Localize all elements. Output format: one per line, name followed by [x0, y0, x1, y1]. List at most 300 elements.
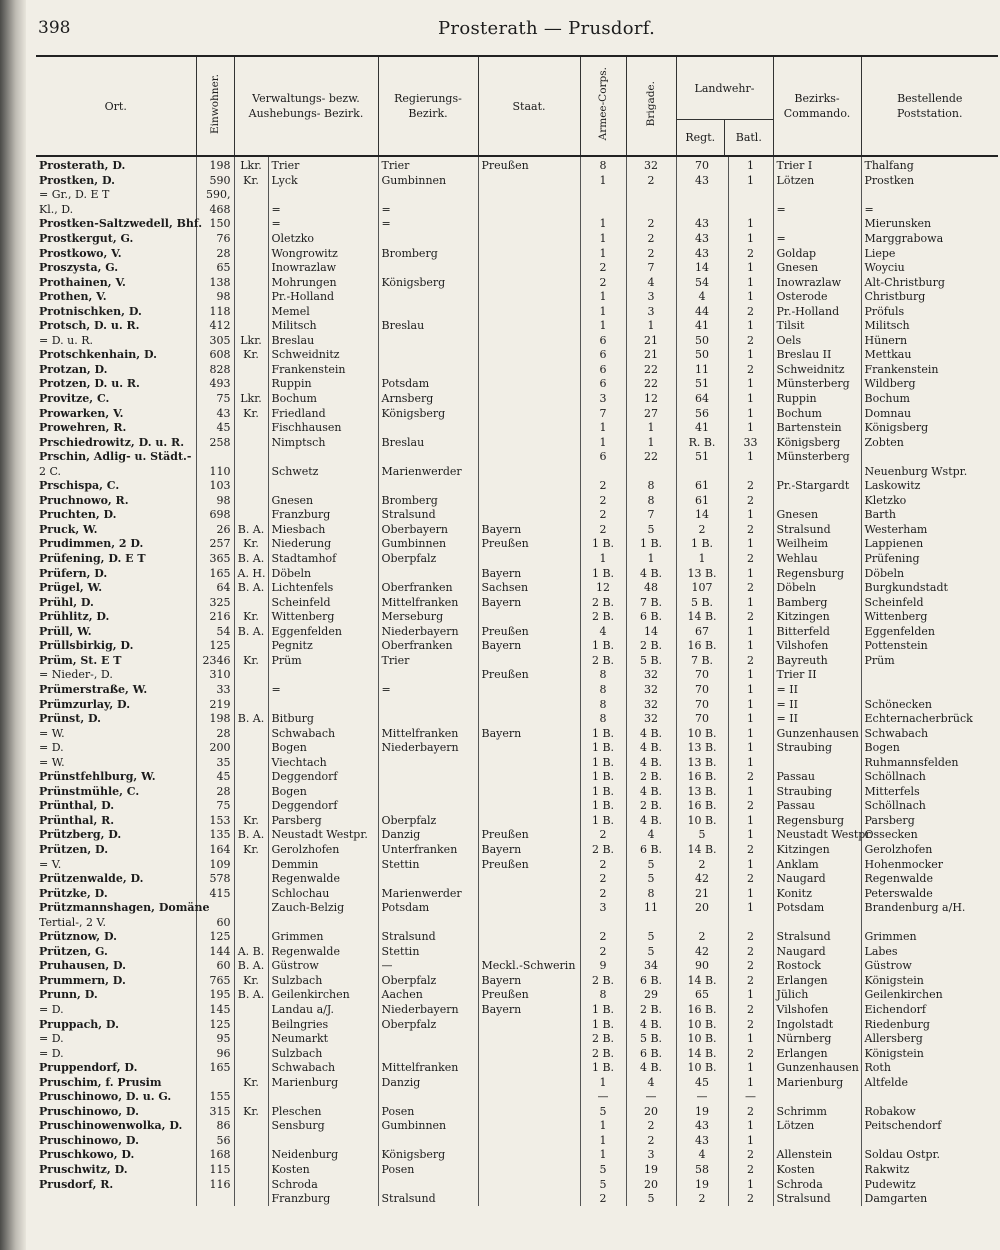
cell-bezirkscommando: Schroda	[773, 1177, 861, 1192]
cell-brigade: 1 B.	[626, 537, 676, 552]
cell-ort: Protzan, D.	[39, 362, 108, 376]
cell-bezirkscommando: Naugard	[773, 872, 861, 887]
cell-landwehr-regt: 70	[676, 712, 728, 727]
cell-regierungsbezirk: Gumbinnen	[378, 537, 478, 552]
cell-verwaltung-kreis: Breslau	[268, 334, 378, 349]
cell-brigade: 7 B.	[626, 595, 676, 610]
cell-landwehr-batl: 2	[728, 304, 773, 319]
cell-einwohner: 144	[196, 945, 234, 960]
cell-landwehr-regt: 45	[676, 1075, 728, 1090]
cell-staat	[478, 435, 580, 450]
cell-ort: Prschispa, C.	[39, 479, 120, 493]
cell-armee-corps: 1	[580, 174, 626, 189]
cell-landwehr-batl: 2	[728, 1148, 773, 1163]
cell-ort: 2 C.	[39, 464, 62, 478]
cell-ort: = D.	[39, 1032, 64, 1046]
cell-regierungsbezirk: Oberbayern	[378, 523, 478, 538]
cell-verwaltung-art	[234, 1163, 268, 1178]
cell-landwehr-batl: 2	[728, 959, 773, 974]
cell-verwaltung-kreis: Döbeln	[268, 566, 378, 581]
cell-bezirkscommando: Oels	[773, 334, 861, 349]
cell-einwohner: 590,	[196, 188, 234, 203]
cell-armee-corps: 8	[580, 988, 626, 1003]
cell-poststation: Christburg	[861, 290, 998, 305]
cell-brigade: 4 B.	[626, 741, 676, 756]
cell-verwaltung-kreis: Geilenkirchen	[268, 988, 378, 1003]
cell-staat	[478, 508, 580, 523]
cell-verwaltung-kreis: Demmin	[268, 857, 378, 872]
cell-bezirkscommando: Anklam	[773, 857, 861, 872]
cell-poststation: Laskowitz	[861, 479, 998, 494]
cell-verwaltung-art: B. A.	[234, 712, 268, 727]
table-row	[36, 610, 998, 625]
cell-ort: Pruschkowo, D.	[39, 1148, 135, 1162]
cell-poststation: Robakow	[861, 1105, 998, 1120]
cell-brigade: 2	[626, 1119, 676, 1134]
cell-armee-corps: 8	[580, 712, 626, 727]
cell-landwehr-batl: 2	[728, 363, 773, 378]
cell-bezirkscommando: Jülich	[773, 988, 861, 1003]
cell-armee-corps: 8	[580, 668, 626, 683]
table-row	[36, 537, 998, 552]
cell-einwohner: 135	[196, 828, 234, 843]
cell-landwehr-regt: 2	[676, 857, 728, 872]
cell-brigade: 4 B.	[626, 566, 676, 581]
cell-armee-corps: 1 B.	[580, 1003, 626, 1018]
cell-ort: Pruschinowenwolka, D.	[39, 1119, 183, 1133]
table-row	[36, 828, 998, 843]
cell-landwehr-batl: 1	[728, 232, 773, 247]
cell-bezirkscommando: Straubing	[773, 785, 861, 800]
cell-staat	[478, 886, 580, 901]
cell-verwaltung-art	[234, 435, 268, 450]
cell-verwaltung-kreis: Sulzbach	[268, 974, 378, 989]
cell-einwohner: 415	[196, 886, 234, 901]
cell-regierungsbezirk: Königsberg	[378, 406, 478, 421]
table-row	[36, 988, 998, 1003]
cell-verwaltung-kreis: Stadtamhof	[268, 552, 378, 567]
cell-poststation: Damgarten	[861, 1192, 998, 1207]
table-row	[36, 945, 998, 960]
cell-landwehr-batl: 1	[728, 712, 773, 727]
cell-verwaltung-art	[234, 755, 268, 770]
cell-staat: Bayern	[478, 595, 580, 610]
cell-landwehr-batl: 1	[728, 261, 773, 276]
cell-verwaltung-kreis: Schweidnitz	[268, 348, 378, 363]
cell-bezirkscommando: Schweidnitz	[773, 363, 861, 378]
cell-verwaltung-kreis	[268, 188, 378, 203]
cell-regierungsbezirk: Unterfranken	[378, 843, 478, 858]
cell-bezirkscommando: Königsberg	[773, 435, 861, 450]
cell-poststation: Hünern	[861, 334, 998, 349]
table-row	[36, 566, 998, 581]
cell-armee-corps: 3	[580, 901, 626, 916]
cell-einwohner: 198	[196, 156, 234, 174]
cell-brigade: 4 B.	[626, 726, 676, 741]
cell-landwehr-batl: 1	[728, 625, 773, 640]
cell-verwaltung-kreis: Trier	[268, 156, 378, 174]
cell-staat	[478, 610, 580, 625]
cell-poststation: Peterswalde	[861, 886, 998, 901]
cell-bezirkscommando: Erlangen	[773, 1046, 861, 1061]
cell-verwaltung-art: Kr.	[234, 406, 268, 421]
cell-ort: Pruchnowo, R.	[39, 493, 129, 507]
cell-verwaltung-kreis: =	[268, 683, 378, 698]
table-row	[36, 494, 998, 509]
cell-einwohner: 75	[196, 392, 234, 407]
cell-verwaltung-art	[234, 246, 268, 261]
table-row	[36, 901, 998, 916]
cell-poststation: Königsberg	[861, 421, 998, 436]
cell-staat	[478, 814, 580, 829]
cell-einwohner: 216	[196, 610, 234, 625]
cell-verwaltung-kreis: Sulzbach	[268, 1046, 378, 1061]
cell-brigade: 2	[626, 232, 676, 247]
cell-bezirkscommando: Regensburg	[773, 566, 861, 581]
table-row	[36, 654, 998, 669]
cell-verwaltung-art	[234, 363, 268, 378]
cell-bezirkscommando: Schrimm	[773, 1105, 861, 1120]
cell-landwehr-regt	[676, 464, 728, 479]
cell-landwehr-batl: 1	[728, 348, 773, 363]
cell-verwaltung-art	[234, 479, 268, 494]
cell-bezirkscommando: Bitterfeld	[773, 625, 861, 640]
cell-landwehr-regt: 13 B.	[676, 566, 728, 581]
cell-verwaltung-art	[234, 232, 268, 247]
cell-landwehr-batl	[728, 203, 773, 218]
cell-landwehr-regt: 67	[676, 625, 728, 640]
cell-armee-corps: 1 B.	[580, 770, 626, 785]
cell-verwaltung-art	[234, 857, 268, 872]
cell-verwaltung-art: Lkr.	[234, 392, 268, 407]
col-header-ort: Ort.	[36, 56, 196, 156]
table-row	[36, 697, 998, 712]
cell-armee-corps: 2 B.	[580, 843, 626, 858]
table-row	[36, 755, 998, 770]
cell-verwaltung-kreis: Neustadt Westpr.	[268, 828, 378, 843]
table-row	[36, 1163, 998, 1178]
cell-ort: = Nieder-, D.	[39, 668, 113, 682]
cell-ort	[36, 1192, 196, 1207]
cell-brigade	[626, 188, 676, 203]
cell-armee-corps: 2 B.	[580, 595, 626, 610]
cell-einwohner: 150	[196, 217, 234, 232]
cell-poststation: Königstein	[861, 974, 998, 989]
cell-armee-corps: 12	[580, 581, 626, 596]
cell-poststation: Alt-Christburg	[861, 275, 998, 290]
cell-landwehr-batl: 2	[728, 1003, 773, 1018]
cell-einwohner: 86	[196, 1119, 234, 1134]
cell-einwohner: 28	[196, 246, 234, 261]
cell-bezirkscommando: Erlangen	[773, 974, 861, 989]
table-row	[36, 785, 998, 800]
cell-regierungsbezirk	[378, 915, 478, 930]
cell-regierungsbezirk	[378, 566, 478, 581]
cell-ort: = W.	[39, 726, 65, 740]
cell-verwaltung-kreis: Sensburg	[268, 1119, 378, 1134]
cell-einwohner: 198	[196, 712, 234, 727]
cell-staat: Preußen	[478, 156, 580, 174]
col-header-brigade: Brigade.	[626, 56, 676, 156]
cell-staat	[478, 1105, 580, 1120]
cell-poststation: Schönecken	[861, 697, 998, 712]
cell-staat	[478, 697, 580, 712]
cell-landwehr-regt: 14	[676, 508, 728, 523]
cell-armee-corps: 7	[580, 406, 626, 421]
cell-bezirkscommando: Nürnberg	[773, 1032, 861, 1047]
cell-bezirkscommando: Breslau II	[773, 348, 861, 363]
cell-poststation: Woyciu	[861, 261, 998, 276]
cell-landwehr-batl: 1	[728, 275, 773, 290]
cell-verwaltung-kreis: Bogen	[268, 785, 378, 800]
cell-armee-corps: 6	[580, 450, 626, 465]
cell-verwaltung-kreis: Franzburg	[268, 508, 378, 523]
cell-armee-corps	[580, 203, 626, 218]
cell-staat	[478, 174, 580, 189]
cell-verwaltung-art	[234, 595, 268, 610]
cell-einwohner: 64	[196, 581, 234, 596]
cell-bezirkscommando: Inowrazlaw	[773, 275, 861, 290]
cell-armee-corps: 1	[580, 1134, 626, 1149]
cell-staat	[478, 1119, 580, 1134]
cell-armee-corps: 1 B.	[580, 537, 626, 552]
cell-armee-corps: 5	[580, 1105, 626, 1120]
cell-einwohner: 95	[196, 1032, 234, 1047]
cell-bezirkscommando: Gnesen	[773, 508, 861, 523]
cell-landwehr-regt: 19	[676, 1177, 728, 1192]
cell-landwehr-batl: 2	[728, 1105, 773, 1120]
cell-poststation: Prostken	[861, 174, 998, 189]
cell-landwehr-batl: 1	[728, 668, 773, 683]
cell-einwohner: 155	[196, 1090, 234, 1105]
cell-bezirkscommando: = II	[773, 697, 861, 712]
cell-armee-corps: 2 B.	[580, 1046, 626, 1061]
cell-einwohner: 76	[196, 232, 234, 247]
cell-verwaltung-kreis: Schlochau	[268, 886, 378, 901]
table-row	[36, 959, 998, 974]
cell-poststation: Kletzko	[861, 494, 998, 509]
cell-armee-corps: 1 B.	[580, 566, 626, 581]
cell-poststation: Thalfang	[861, 156, 998, 174]
cell-brigade: 4	[626, 275, 676, 290]
table-row	[36, 392, 998, 407]
cell-einwohner: 125	[196, 639, 234, 654]
cell-regierungsbezirk	[378, 668, 478, 683]
cell-landwehr-regt: 50	[676, 334, 728, 349]
cell-landwehr-batl: 2	[728, 334, 773, 349]
cell-poststation: Hohenmocker	[861, 857, 998, 872]
table-row	[36, 464, 998, 479]
cell-landwehr-regt	[676, 188, 728, 203]
cell-verwaltung-art	[234, 668, 268, 683]
cell-brigade: 4 B.	[626, 1017, 676, 1032]
cell-verwaltung-kreis: Prüm	[268, 654, 378, 669]
cell-landwehr-batl: 1	[728, 697, 773, 712]
cell-staat	[478, 683, 580, 698]
cell-landwehr-batl: 2	[728, 479, 773, 494]
table-row	[36, 1061, 998, 1076]
cell-staat	[478, 741, 580, 756]
cell-brigade: 6 B.	[626, 974, 676, 989]
cell-einwohner: 765	[196, 974, 234, 989]
cell-ort: Pruschinowo, D.	[39, 1104, 139, 1118]
cell-einwohner: 200	[196, 741, 234, 756]
cell-ort: = D.	[39, 741, 64, 755]
page-number: 398	[38, 18, 71, 38]
cell-landwehr-regt: 43	[676, 1134, 728, 1149]
cell-verwaltung-kreis: Mohrungen	[268, 275, 378, 290]
cell-landwehr-batl: —	[728, 1090, 773, 1105]
table-row	[36, 552, 998, 567]
cell-landwehr-batl: 1	[728, 1061, 773, 1076]
cell-poststation: Regenwalde	[861, 872, 998, 887]
cell-einwohner: 103	[196, 479, 234, 494]
cell-regierungsbezirk	[378, 770, 478, 785]
cell-landwehr-regt: 43	[676, 246, 728, 261]
cell-ort: Prostken-Saltzwedell, Bhf.	[39, 217, 203, 231]
cell-poststation: Mierunsken	[861, 217, 998, 232]
cell-landwehr-batl: 1	[728, 988, 773, 1003]
cell-brigade: 4	[626, 1075, 676, 1090]
cell-bezirkscommando: Goldap	[773, 246, 861, 261]
cell-verwaltung-kreis: Marienburg	[268, 1075, 378, 1090]
cell-staat	[478, 1177, 580, 1192]
cell-einwohner: 219	[196, 697, 234, 712]
cell-regierungsbezirk: Oberpfalz	[378, 552, 478, 567]
table-row	[36, 886, 998, 901]
cell-poststation: Rakwitz	[861, 1163, 998, 1178]
cell-einwohner	[196, 1192, 234, 1207]
cell-einwohner: 33	[196, 683, 234, 698]
cell-armee-corps: 6	[580, 334, 626, 349]
cell-armee-corps	[580, 188, 626, 203]
table-row	[36, 1192, 998, 1207]
cell-poststation: Brandenburg a/H.	[861, 901, 998, 916]
cell-landwehr-regt: 51	[676, 377, 728, 392]
cell-landwehr-regt: 42	[676, 945, 728, 960]
cell-regierungsbezirk: Stralsund	[378, 1192, 478, 1207]
cell-bezirkscommando: Straubing	[773, 741, 861, 756]
cell-brigade: 5	[626, 872, 676, 887]
cell-bezirkscommando: Münsterberg	[773, 450, 861, 465]
cell-landwehr-regt: 13 B.	[676, 741, 728, 756]
cell-staat	[478, 464, 580, 479]
cell-regierungsbezirk	[378, 697, 478, 712]
cell-landwehr-regt: 2	[676, 1192, 728, 1207]
cell-poststation: Parsberg	[861, 814, 998, 829]
table-row	[36, 1046, 998, 1061]
cell-staat	[478, 755, 580, 770]
cell-armee-corps: 6	[580, 348, 626, 363]
cell-poststation: Mitterfels	[861, 785, 998, 800]
cell-staat: Bayern	[478, 639, 580, 654]
table-row	[36, 156, 998, 174]
table-row	[36, 290, 998, 305]
cell-verwaltung-art	[234, 1134, 268, 1149]
cell-brigade: 2	[626, 1134, 676, 1149]
cell-poststation: Gerolzhofen	[861, 843, 998, 858]
cell-staat	[478, 1090, 580, 1105]
cell-landwehr-batl: 1	[728, 156, 773, 174]
cell-armee-corps: 2	[580, 930, 626, 945]
cell-armee-corps: —	[580, 1090, 626, 1105]
cell-ort: Prützberg, D.	[39, 828, 122, 842]
cell-landwehr-batl: 2	[728, 581, 773, 596]
cell-regierungsbezirk	[378, 785, 478, 800]
cell-ort: Prüll, W.	[39, 624, 92, 638]
cell-verwaltung-kreis: Bitburg	[268, 712, 378, 727]
cell-regierungsbezirk	[378, 421, 478, 436]
cell-staat	[478, 1163, 580, 1178]
cell-einwohner: 96	[196, 1046, 234, 1061]
cell-armee-corps: 2	[580, 872, 626, 887]
cell-staat	[478, 450, 580, 465]
cell-verwaltung-kreis: Deggendorf	[268, 770, 378, 785]
cell-einwohner: 608	[196, 348, 234, 363]
cell-verwaltung-kreis: Bogen	[268, 741, 378, 756]
cell-landwehr-regt: —	[676, 1090, 728, 1105]
cell-armee-corps: 6	[580, 377, 626, 392]
cell-brigade: 7	[626, 261, 676, 276]
cell-einwohner: 578	[196, 872, 234, 887]
cell-armee-corps: 2	[580, 1192, 626, 1207]
cell-staat	[478, 319, 580, 334]
table-row	[36, 639, 998, 654]
cell-verwaltung-kreis	[268, 450, 378, 465]
cell-verwaltung-art	[234, 639, 268, 654]
cell-regierungsbezirk: =	[378, 217, 478, 232]
cell-ort: Prudimmen, 2 D.	[39, 537, 144, 551]
cell-brigade	[626, 915, 676, 930]
cell-staat	[478, 377, 580, 392]
cell-armee-corps: 1	[580, 1075, 626, 1090]
cell-landwehr-regt: 16 B.	[676, 1003, 728, 1018]
cell-landwehr-regt: 10 B.	[676, 1061, 728, 1076]
cell-staat: Bayern	[478, 566, 580, 581]
cell-bezirkscommando: Gunzenhausen	[773, 1061, 861, 1076]
cell-ort: Prützen, G.	[39, 944, 108, 958]
cell-landwehr-regt: 13 B.	[676, 785, 728, 800]
cell-armee-corps: 1	[580, 232, 626, 247]
cell-brigade: 4 B.	[626, 1061, 676, 1076]
cell-verwaltung-art: B. A.	[234, 988, 268, 1003]
cell-brigade: 32	[626, 697, 676, 712]
col-header-bezirkscommando: Bezirks- Commando.	[773, 56, 861, 156]
cell-landwehr-batl: 1	[728, 450, 773, 465]
cell-ort: Prothen, V.	[39, 290, 107, 304]
cell-landwehr-regt: 43	[676, 174, 728, 189]
cell-bezirkscommando: = II	[773, 683, 861, 698]
cell-verwaltung-art: Kr.	[234, 1105, 268, 1120]
cell-landwehr-batl: 1	[728, 639, 773, 654]
cell-landwehr-batl: 2	[728, 523, 773, 538]
cell-brigade: 7	[626, 508, 676, 523]
cell-regierungsbezirk: Oberpfalz	[378, 974, 478, 989]
cell-armee-corps: 1 B.	[580, 639, 626, 654]
cell-regierungsbezirk	[378, 334, 478, 349]
cell-brigade: 20	[626, 1105, 676, 1120]
cell-einwohner: 125	[196, 930, 234, 945]
cell-verwaltung-kreis: Scheinfeld	[268, 595, 378, 610]
cell-bezirkscommando: Passau	[773, 799, 861, 814]
cell-landwehr-batl: 2	[728, 799, 773, 814]
table-header-row	[36, 56, 998, 156]
cell-ort: Prüllsbirkig, D.	[39, 639, 134, 653]
cell-regierungsbezirk: Marienwerder	[378, 464, 478, 479]
cell-armee-corps: 2 B.	[580, 610, 626, 625]
cell-poststation	[861, 188, 998, 203]
cell-verwaltung-kreis: Miesbach	[268, 523, 378, 538]
